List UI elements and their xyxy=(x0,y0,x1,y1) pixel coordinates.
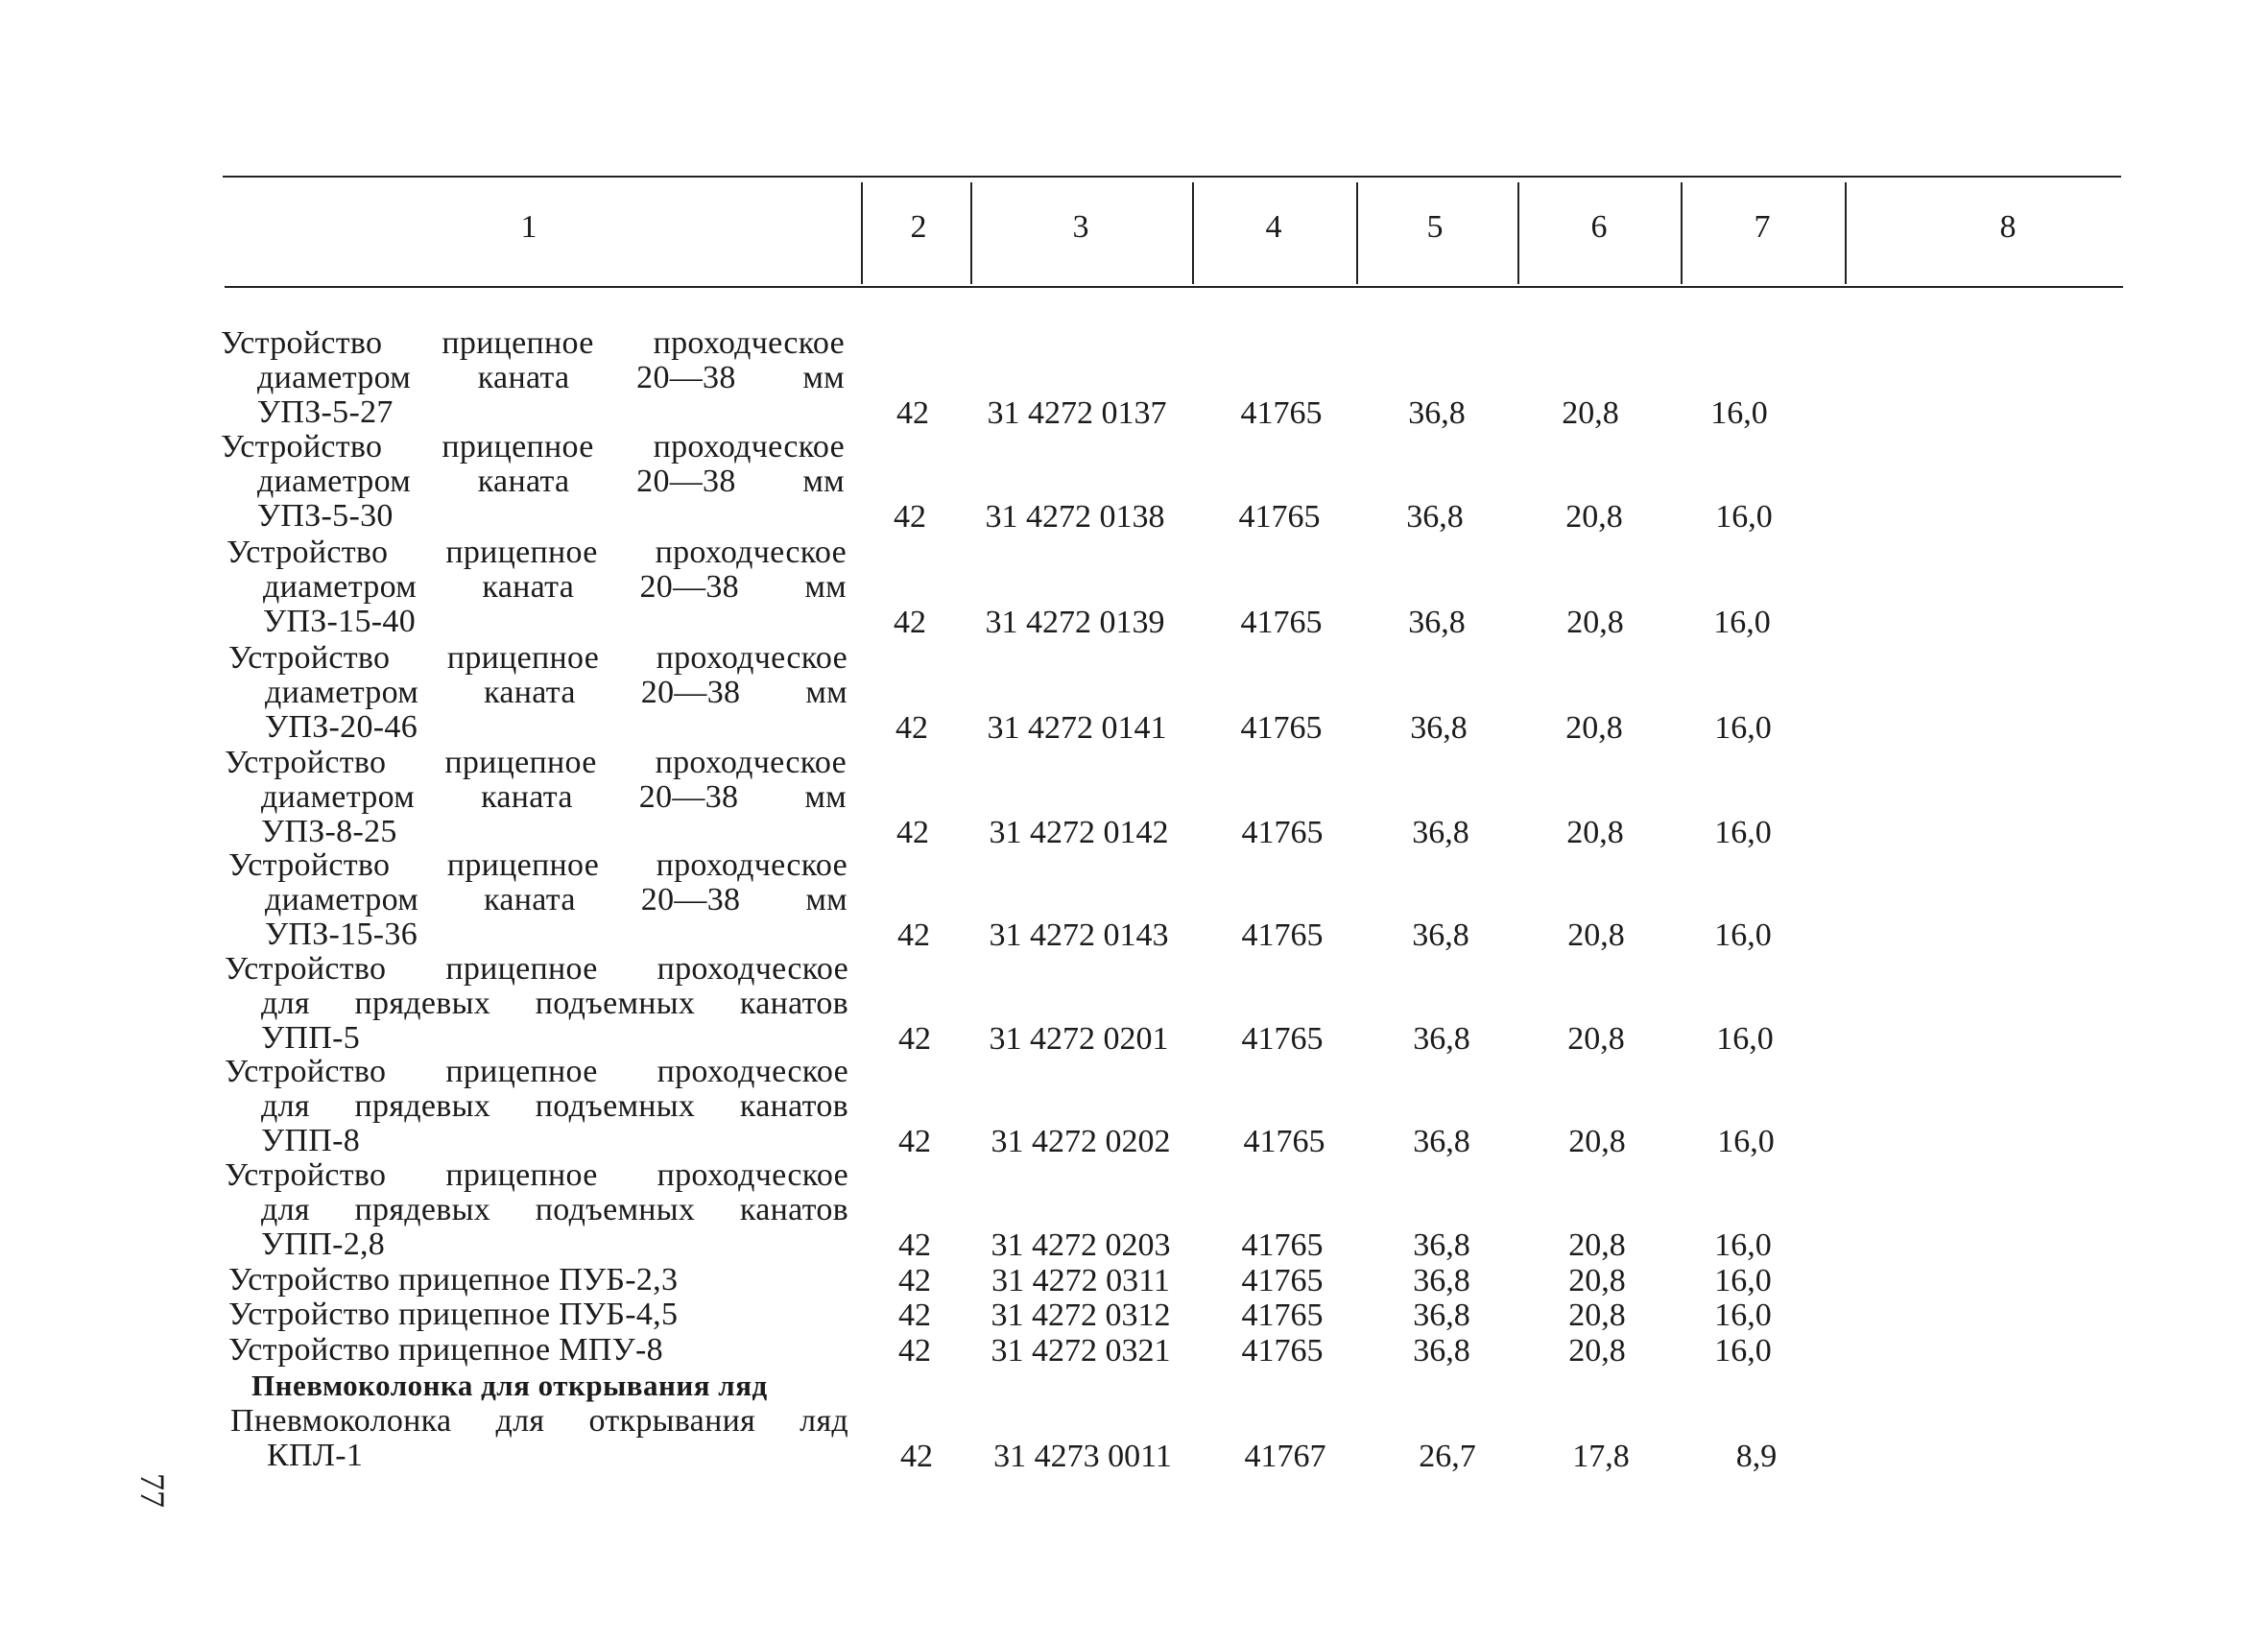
cell-col3: 31 4272 0139 xyxy=(985,605,1165,640)
description-line: Устройство прицепное проходческое xyxy=(225,951,848,987)
cell-col5: 36,8 xyxy=(1408,605,1466,640)
column-header-5: 5 xyxy=(1426,209,1444,245)
table-row-description xyxy=(225,746,847,849)
description-line: Устройство прицепное МПУ-8 xyxy=(228,1332,663,1368)
cell-col4: 41765 xyxy=(1241,1021,1324,1057)
cell-col6: 17,8 xyxy=(1572,1439,1630,1474)
description-line: Устройство прицепное проходческое xyxy=(221,325,845,361)
description-line: Устройство прицепное проходческое xyxy=(228,847,848,883)
table-row-description xyxy=(221,326,845,430)
description-line: Устройство прицепное проходческое xyxy=(225,745,847,780)
cell-col7: 16,0 xyxy=(1716,1021,1774,1057)
description-line: Устройство прицепное ПУБ-4,5 xyxy=(228,1297,679,1332)
table-row-description xyxy=(225,1055,848,1158)
header-separator xyxy=(861,182,863,284)
description-line: для прядевых подъемных канатов xyxy=(261,986,848,1021)
table-row-description xyxy=(228,848,848,952)
cell-col2: 42 xyxy=(898,1298,931,1333)
description-line: диаметром каната 20—38 мм xyxy=(261,779,847,815)
cell-col5: 36,8 xyxy=(1413,1333,1470,1369)
cell-col3: 31 4272 0202 xyxy=(991,1124,1171,1159)
cell-col2: 42 xyxy=(896,395,929,431)
cell-col5: 36,8 xyxy=(1412,815,1469,850)
table-row-description xyxy=(230,1404,848,1473)
cell-col2: 42 xyxy=(897,917,930,953)
table-row-description xyxy=(225,1158,848,1262)
cell-col2: 42 xyxy=(898,1124,931,1159)
cell-col5: 26,7 xyxy=(1419,1439,1476,1474)
cell-col7: 16,0 xyxy=(1714,815,1772,850)
cell-col4: 41765 xyxy=(1238,499,1321,535)
table-row-description xyxy=(228,1263,678,1298)
header-separator xyxy=(970,182,972,284)
cell-col6: 20,8 xyxy=(1568,1298,1626,1333)
description-line: диаметром каната 20—38 мм xyxy=(257,360,845,395)
cell-col3: 31 4273 0011 xyxy=(993,1439,1172,1474)
page-number: 77 xyxy=(133,1473,172,1508)
cell-col3: 31 4272 0311 xyxy=(991,1263,1170,1298)
description-line: диаметром каната 20—38 мм xyxy=(257,464,845,499)
cell-col6: 20,8 xyxy=(1567,917,1625,953)
table-row-description xyxy=(227,536,847,639)
cell-col3: 31 4272 0137 xyxy=(987,395,1167,431)
cell-col2: 42 xyxy=(896,815,929,850)
cell-col6: 20,8 xyxy=(1568,1333,1626,1369)
cell-col6: 20,8 xyxy=(1568,1124,1626,1159)
cell-col5: 36,8 xyxy=(1413,1263,1470,1298)
cell-col6: 20,8 xyxy=(1568,1263,1626,1298)
cell-col5: 36,8 xyxy=(1406,499,1464,535)
column-header-3: 3 xyxy=(1072,209,1089,245)
description-line: диаметром каната 20—38 мм xyxy=(265,675,848,710)
header-separator xyxy=(1681,182,1683,284)
cell-col4: 41767 xyxy=(1244,1439,1326,1474)
cell-col2: 42 xyxy=(898,1227,931,1263)
cell-col5: 36,8 xyxy=(1413,1298,1470,1333)
cell-col4: 41765 xyxy=(1240,605,1323,640)
cell-col5: 36,8 xyxy=(1413,1021,1470,1057)
cell-col6: 20,8 xyxy=(1566,815,1624,850)
cell-col6: 20,8 xyxy=(1565,710,1623,746)
table-row-description xyxy=(228,641,848,745)
cell-col7: 16,0 xyxy=(1714,1333,1772,1369)
header-separator xyxy=(1845,182,1847,284)
cell-col7: 16,0 xyxy=(1715,499,1773,535)
description-line: для прядевых подъемных канатов xyxy=(261,1192,848,1227)
cell-col5: 36,8 xyxy=(1410,710,1468,746)
cell-col3: 31 4272 0138 xyxy=(985,499,1165,535)
description-line: УПЗ-5-30 xyxy=(257,498,394,534)
cell-col4: 41765 xyxy=(1243,1124,1325,1159)
cell-col6: 20,8 xyxy=(1568,1227,1626,1263)
cell-col2: 42 xyxy=(898,1263,931,1298)
description-line: УПЗ-15-40 xyxy=(263,604,417,639)
description-line: Устройство прицепное проходческое xyxy=(225,1157,848,1193)
cell-col4: 41765 xyxy=(1241,1263,1324,1298)
description-line: Устройство прицепное проходческое xyxy=(227,535,847,570)
description-line: Устройство прицепное ПУБ-2,3 xyxy=(228,1262,679,1298)
cell-col2: 42 xyxy=(894,605,926,640)
cell-col2: 42 xyxy=(900,1439,933,1474)
description-line: Пневмоколонка для открывания ляд xyxy=(230,1403,848,1439)
description-line: Устройство прицепное проходческое xyxy=(228,640,848,676)
column-header-7: 7 xyxy=(1754,209,1771,245)
cell-col2: 42 xyxy=(895,710,928,746)
cell-col2: 42 xyxy=(894,499,926,535)
table-header-bottom-rule xyxy=(225,286,2123,288)
cell-col7: 16,0 xyxy=(1710,395,1768,431)
column-header-6: 6 xyxy=(1590,209,1608,245)
cell-col3: 31 4272 0142 xyxy=(989,815,1169,850)
cell-col7: 16,0 xyxy=(1714,1298,1772,1333)
cell-col7: 16,0 xyxy=(1714,917,1772,953)
description-line: УПЗ-5-27 xyxy=(257,394,394,430)
description-line: Устройство прицепное проходческое xyxy=(225,1054,848,1089)
cell-col4: 41765 xyxy=(1241,917,1324,953)
cell-col3: 31 4272 0141 xyxy=(987,710,1167,746)
cell-col3: 31 4272 0321 xyxy=(991,1333,1171,1369)
cell-col3: 31 4272 0201 xyxy=(989,1021,1169,1057)
description-line: УПЗ-15-36 xyxy=(265,917,418,952)
section-heading: Пневмоколонка для открывания ляд xyxy=(251,1369,768,1402)
cell-col7: 16,0 xyxy=(1714,710,1772,746)
header-separator xyxy=(1517,182,1519,284)
column-header-1: 1 xyxy=(520,209,537,245)
cell-col7: 16,0 xyxy=(1713,605,1771,640)
cell-col6: 20,8 xyxy=(1562,395,1619,431)
column-header-2: 2 xyxy=(910,209,927,245)
description-line: для прядевых подъемных канатов xyxy=(261,1088,848,1124)
cell-col7: 8,9 xyxy=(1735,1439,1778,1474)
description-line: УПЗ-20-46 xyxy=(265,709,418,745)
description-line: КПЛ-1 xyxy=(267,1438,364,1473)
cell-col4: 41765 xyxy=(1241,1333,1324,1369)
cell-col6: 20,8 xyxy=(1566,605,1624,640)
table-top-rule xyxy=(223,176,2121,178)
cell-col4: 41765 xyxy=(1241,815,1324,850)
description-line: УПП-2,8 xyxy=(261,1226,386,1262)
cell-col5: 36,8 xyxy=(1412,917,1469,953)
cell-col3: 31 4272 0143 xyxy=(989,917,1169,953)
column-header-4: 4 xyxy=(1265,209,1282,245)
cell-col5: 36,8 xyxy=(1413,1227,1470,1263)
table-row-description xyxy=(228,1298,678,1332)
description-line: диаметром каната 20—38 мм xyxy=(263,569,847,605)
cell-col4: 41765 xyxy=(1241,1227,1324,1263)
cell-col4: 41765 xyxy=(1240,395,1323,431)
table-row-description xyxy=(221,430,845,534)
cell-col2: 42 xyxy=(898,1021,931,1057)
cell-col6: 20,8 xyxy=(1567,1021,1625,1057)
table-row-description xyxy=(225,952,848,1056)
column-header-8: 8 xyxy=(1999,209,2017,245)
cell-col7: 16,0 xyxy=(1714,1263,1772,1298)
cell-col4: 41765 xyxy=(1241,1298,1324,1333)
cell-col6: 20,8 xyxy=(1565,499,1623,535)
table-row-description xyxy=(228,1333,663,1368)
header-separator xyxy=(1192,182,1194,284)
description-line: Устройство прицепное проходческое xyxy=(221,429,845,464)
description-line: диаметром каната 20—38 мм xyxy=(265,882,848,917)
cell-col4: 41765 xyxy=(1240,710,1323,746)
header-separator xyxy=(1356,182,1358,284)
cell-col2: 42 xyxy=(898,1333,931,1369)
description-line: УПП-5 xyxy=(261,1020,361,1056)
cell-col3: 31 4272 0203 xyxy=(991,1227,1171,1263)
description-line: УПП-8 xyxy=(261,1123,361,1158)
description-line: УПЗ-8-25 xyxy=(261,814,397,849)
cell-col3: 31 4272 0312 xyxy=(991,1298,1171,1333)
cell-col7: 16,0 xyxy=(1714,1227,1772,1263)
cell-col5: 36,8 xyxy=(1408,395,1466,431)
cell-col7: 16,0 xyxy=(1717,1124,1775,1159)
cell-col5: 36,8 xyxy=(1413,1124,1470,1159)
